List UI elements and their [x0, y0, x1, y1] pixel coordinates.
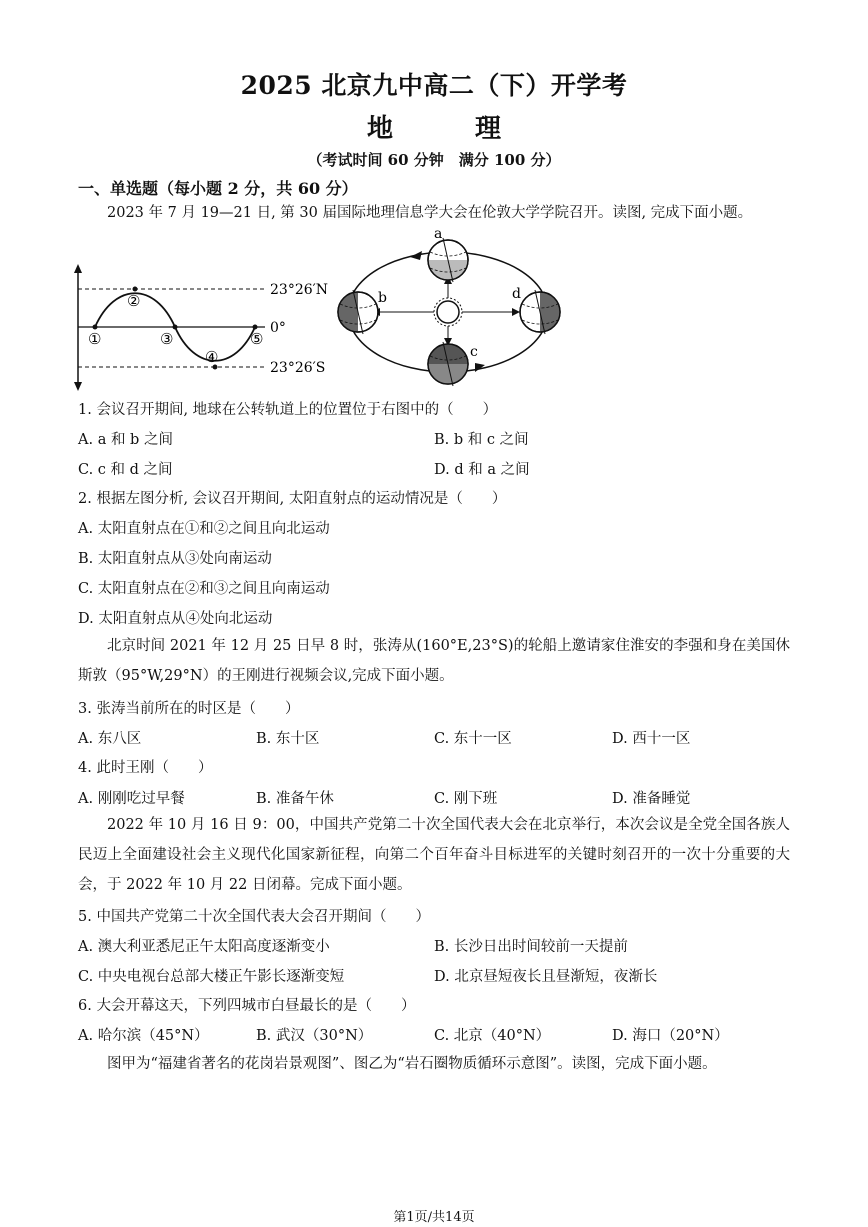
label-equator: 0° [270, 320, 286, 336]
earth-position-c [428, 342, 468, 386]
position-c-label: c [470, 344, 478, 360]
point-5-dot [253, 325, 258, 330]
question-4-stem: 4. 此时王刚（ ） [78, 760, 213, 776]
question-6-option-c[interactable]: C. 北京（40°N） [434, 1028, 551, 1044]
sun-icon [434, 298, 462, 326]
question-1-option-b[interactable]: B. b 和 c 之间 [434, 432, 529, 448]
earth-position-a [428, 238, 468, 282]
question-1-stem: 1. 会议召开期间, 地球在公转轨道上的位置位于右图中的（ ） [78, 402, 498, 418]
question-6-option-b[interactable]: B. 武汉（30°N） [256, 1028, 373, 1044]
exam-info: （考试时间 60 分钟 满分 100 分） [307, 151, 561, 169]
question-4-option-d[interactable]: D. 准备睡觉 [612, 791, 691, 807]
question-5-option-a[interactable]: A. 澳大利亚悉尼正午太阳高度逐渐变小 [78, 939, 330, 955]
question-1-option-a[interactable]: A. a 和 b 之间 [78, 432, 173, 448]
point-3-dot [173, 325, 178, 330]
question-3-stem: 3. 张涛当前所在的时区是（ ） [78, 701, 300, 717]
point-2-label: ② [127, 292, 141, 310]
question-6-option-a[interactable]: A. 哈尔滨（45°N） [78, 1028, 209, 1044]
question-3-option-b[interactable]: B. 东十区 [256, 731, 320, 747]
point-5-label: ⑤ [250, 330, 264, 348]
position-d-label: d [512, 286, 521, 302]
question-2-stem: 2. 根据左图分析, 会议召开期间, 太阳直射点的运动情况是（ ） [78, 491, 507, 507]
question-1-option-c[interactable]: C. c 和 d 之间 [78, 462, 173, 478]
subject-title: 地 理 [366, 114, 529, 144]
question-6-option-d[interactable]: D. 海口（20°N） [612, 1028, 729, 1044]
earth-orbit-diagram [330, 222, 570, 390]
point-2-dot [133, 287, 138, 292]
question-4-option-a[interactable]: A. 刚刚吃过早餐 [78, 791, 185, 807]
label-23s: 23°26′S [270, 360, 326, 376]
question-5-option-b[interactable]: B. 长沙日出时间较前一天提前 [434, 939, 628, 955]
point-1-dot [93, 325, 98, 330]
position-a-label: a [434, 226, 443, 242]
earth-position-b [338, 290, 378, 334]
page-number: 第1页/共14页 [393, 1210, 475, 1225]
question-2-option-a[interactable]: A. 太阳直射点在①和②之间且向北运动 [78, 521, 330, 537]
question-4-option-b[interactable]: B. 准备午休 [256, 791, 334, 807]
passage-4: 图甲为“福建省著名的花岗岩景观图”、图乙为“岩石圈物质循环示意图”。读图，完成下面小题。 [107, 1056, 717, 1072]
question-2-option-c[interactable]: C. 太阳直射点在②和③之间且向南运动 [78, 581, 330, 597]
question-2-option-d[interactable]: D. 太阳直射点从④处向北运动 [78, 611, 273, 627]
earth-position-d [520, 290, 560, 334]
y-axis-arrow-down [74, 382, 82, 391]
question-4-option-c[interactable]: C. 刚下班 [434, 791, 498, 807]
passage-2: 北京时间 2021 年 12 月 25 日早 8 时，张涛从(160°E,23°S)的轮船上邀请家住淮安的李强和身在美国休斯敦（95°W,29°N）的王刚进行视频会议,完成下面小题。 [78, 638, 790, 684]
y-axis-arrow-up [74, 264, 82, 273]
question-5-option-d[interactable]: D. 北京昼短夜长且昼渐短，夜渐长 [434, 969, 658, 985]
question-3-option-a[interactable]: A. 东八区 [78, 731, 142, 747]
passage-1: 2023 年 7 月 19—21 日, 第 30 届国际地理信息学大会在伦敦大学学院召开。读图, 完成下面小题。 [107, 205, 753, 221]
question-6-stem: 6. 大会开幕这天，下列四城市白昼最长的是（ ） [78, 998, 416, 1014]
position-b-label: b [378, 290, 387, 306]
point-4-label: ④ [205, 348, 219, 366]
passage-3: 2022 年 10 月 16 日 9：00，中国共产党第二十次全国代表大会在北京举行，本次会议是全党全国各族人民迈上全面建设社会主义现代化国家新征程，向第二个百年奋斗目标进军的关键时刻召开的一次十分重要的大会，于 2022 年 10 月 22 日闭幕。完成下面小题。 [78, 817, 790, 893]
question-2-option-b[interactable]: B. 太阳直射点从③处向南运动 [78, 551, 272, 567]
exam-title: 2025 北京九中高二（下）开学考 [240, 71, 628, 100]
sun-direct-point-graph [70, 262, 340, 392]
point-1-label: ① [88, 330, 102, 348]
label-23n: 23°26′N [270, 282, 329, 298]
question-3-option-d[interactable]: D. 西十一区 [612, 731, 691, 747]
section-heading: 一、单选题（每小题 2 分，共 60 分） [78, 179, 358, 198]
question-5-option-c[interactable]: C. 中央电视台总部大楼正午影长逐渐变短 [78, 969, 345, 985]
question-1-option-d[interactable]: D. d 和 a 之间 [434, 462, 530, 478]
question-5-stem: 5. 中国共产党第二十次全国代表大会召开期间（ ） [78, 909, 430, 925]
question-3-option-c[interactable]: C. 东十一区 [434, 731, 512, 747]
point-3-label: ③ [160, 330, 174, 348]
orbit-arrow-2 [475, 363, 485, 372]
